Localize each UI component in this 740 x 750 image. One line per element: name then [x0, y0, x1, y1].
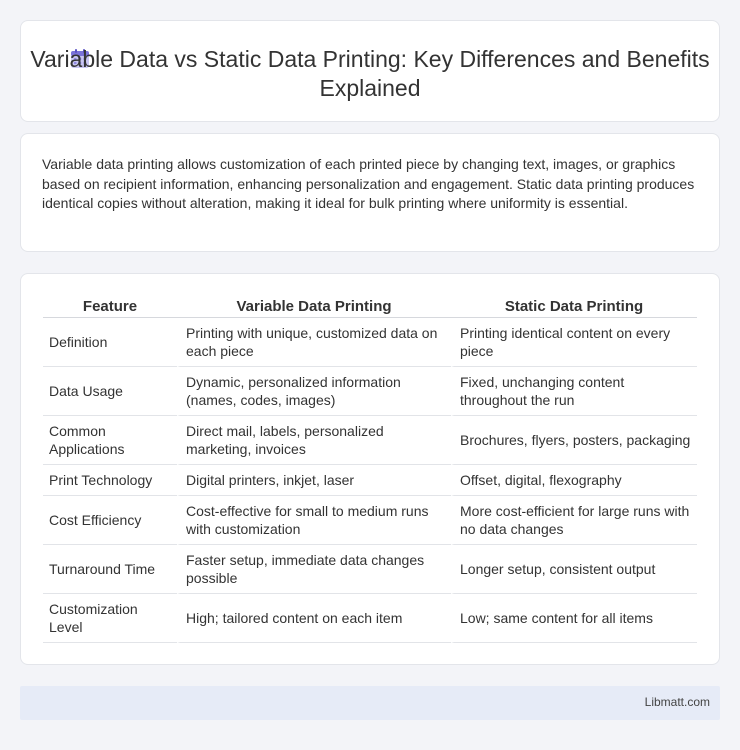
static-cell: Brochures, flyers, posters, packaging	[451, 416, 697, 465]
table-row	[43, 416, 697, 465]
table-row	[43, 465, 697, 496]
column-header-feature: Feature	[43, 296, 177, 318]
intro-card	[20, 133, 720, 252]
table-row	[43, 318, 697, 367]
column-header-static: Static Data Printing	[451, 296, 697, 318]
comparison-card	[20, 273, 720, 665]
feature-cell: Customization Level	[43, 594, 177, 643]
variable-cell: Faster setup, immediate data changes possible	[177, 545, 451, 594]
variable-cell: Printing with unique, customized data on each piece	[177, 318, 451, 367]
feature-cell: Print Technology	[43, 465, 177, 496]
variable-cell: High; tailored content on each item	[177, 594, 451, 643]
column-header-variable: Variable Data Printing	[177, 296, 451, 318]
feature-cell: Definition	[43, 318, 177, 367]
static-cell: Low; same content for all items	[451, 594, 697, 643]
table-header-row	[43, 296, 697, 318]
feature-cell: Data Usage	[43, 367, 177, 416]
feature-cell: Turnaround Time	[43, 545, 177, 594]
static-cell: Printing identical content on every piece	[451, 318, 697, 367]
static-cell: Fixed, unchanging content throughout the run	[451, 367, 697, 416]
comparison-table	[43, 296, 697, 643]
variable-cell: Cost-effective for small to medium runs with customization	[177, 496, 451, 545]
footer-bar	[20, 686, 720, 720]
table-row	[43, 545, 697, 594]
table-row	[43, 496, 697, 545]
feature-cell: Common Applications	[43, 416, 177, 465]
static-cell: More cost-efficient for large runs with no data changes	[451, 496, 697, 545]
feature-cell: Cost Efficiency	[43, 496, 177, 545]
variable-cell: Dynamic, personalized information (names, codes, images)	[177, 367, 451, 416]
table-row	[43, 594, 697, 643]
variable-cell: Direct mail, labels, personalized marketing, invoices	[177, 416, 451, 465]
intro-paragraph: Variable data printing allows customization of each printed piece by changing text, images, or graphics based on recipient information, enhancing personalization and engagement. Static data printing produces identical copies without alteration, making it ideal for bulk printing where uniformity is essential.	[42, 156, 695, 211]
page-title: Variable Data vs Static Data Printing: Key Differences and Benefits Explained	[30, 46, 710, 101]
static-cell: Offset, digital, flexography	[451, 465, 697, 496]
title-card	[20, 20, 720, 122]
table-row	[43, 367, 697, 416]
static-cell: Longer setup, consistent output	[451, 545, 697, 594]
footer-brand-link[interactable]: Libmatt.com	[644, 695, 710, 709]
variable-cell: Digital printers, inkjet, laser	[177, 465, 451, 496]
